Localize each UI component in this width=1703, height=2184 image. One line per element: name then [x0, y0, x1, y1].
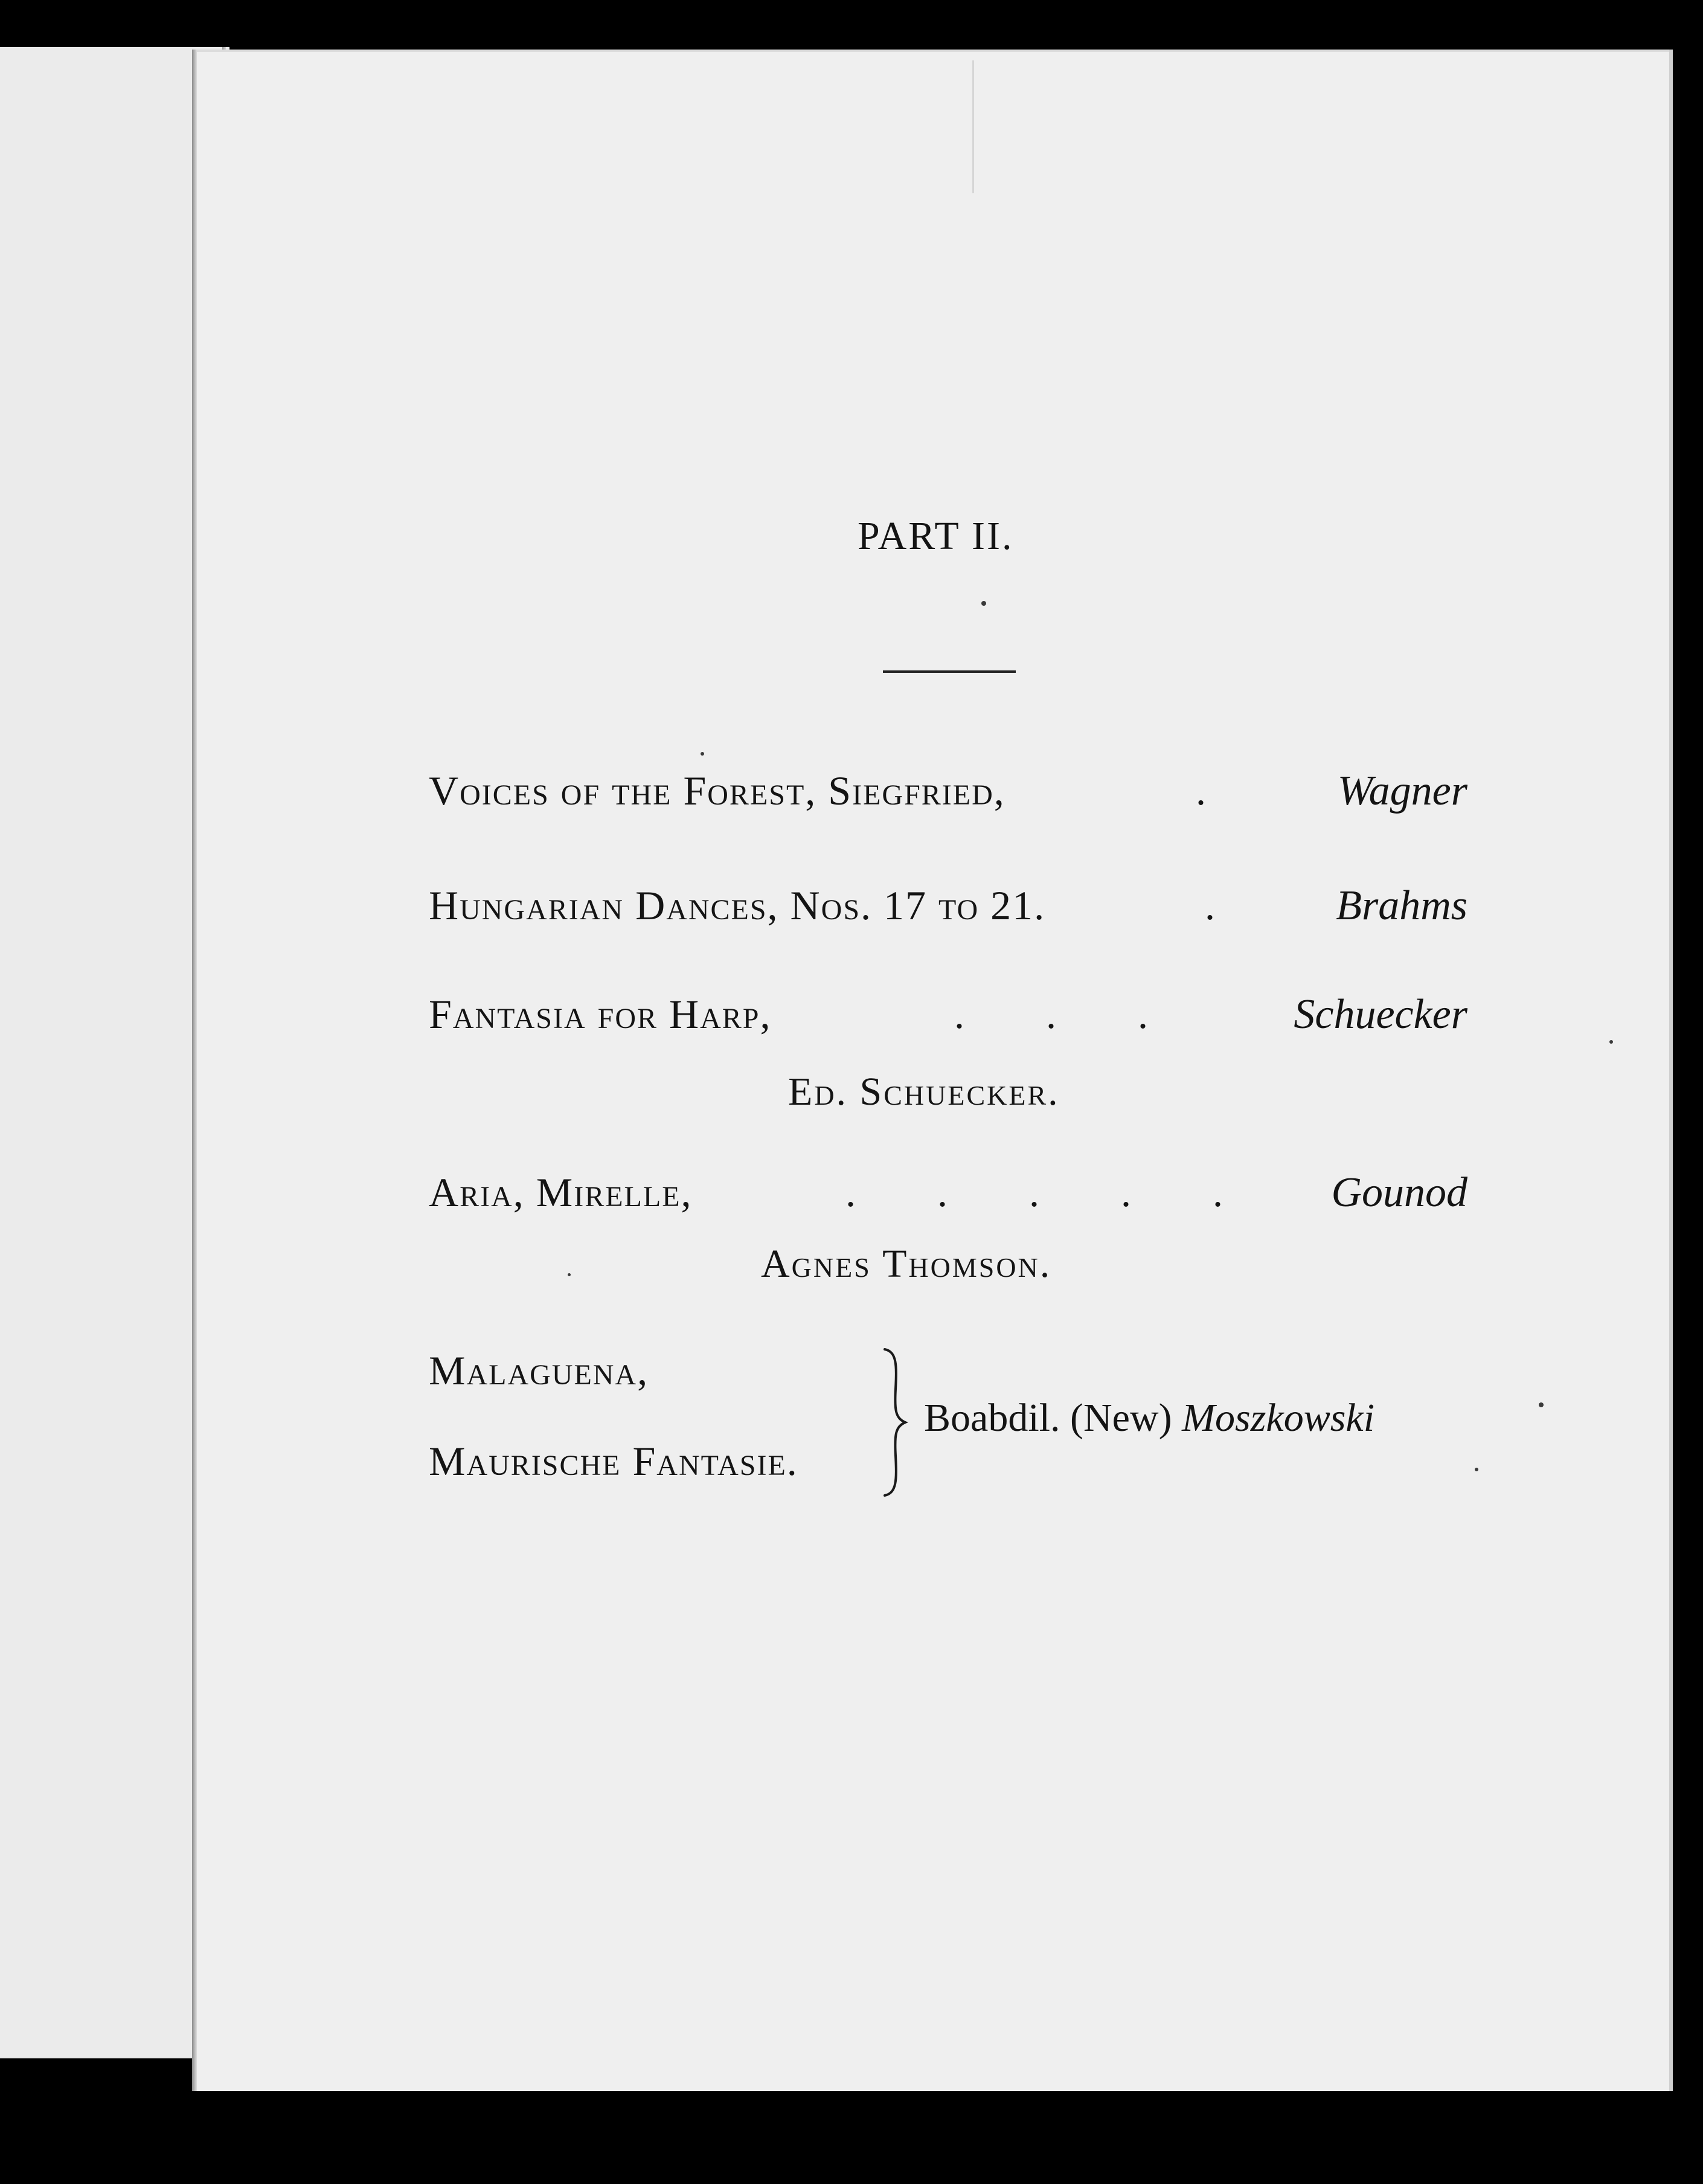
program-item: [429, 1169, 1467, 1235]
program-item: [429, 1347, 852, 1413]
item-composer: Wagner: [1337, 768, 1467, 814]
leader-dots: . . .: [954, 991, 1149, 1037]
program-item: [429, 1437, 888, 1504]
item-title: Fantasia for Harp,: [429, 991, 772, 1037]
item-title: Malaguena,: [429, 1347, 649, 1393]
item-title: Voices of the Forest, Siegfried,: [429, 768, 1005, 814]
ink-speck: [1475, 1468, 1478, 1471]
grouped-work: [924, 1395, 1374, 1441]
ink-speck: [1609, 1040, 1613, 1044]
part-heading: PART II.: [858, 514, 1014, 558]
leader-dots: . . . . .: [845, 1169, 1224, 1215]
program-item: [429, 767, 1467, 833]
item-title: Hungarian Dances, Nos. 17 to 21.: [429, 882, 1046, 928]
item-composer: Schuecker: [1294, 991, 1467, 1038]
item-title: Maurische Fantasie.: [429, 1438, 798, 1484]
item-performer: Agnes Thomson.: [761, 1242, 1052, 1286]
leader-dots: .: [1196, 768, 1207, 814]
ink-speck: [1539, 1402, 1544, 1407]
leader-dots: .: [1205, 882, 1216, 928]
item-title: Aria, Mirelle,: [429, 1169, 693, 1215]
ink-speck: [568, 1273, 571, 1276]
item-composer: Gounod: [1331, 1169, 1467, 1216]
heading-rule: [883, 670, 1016, 673]
item-composer: Moszkowski: [1182, 1396, 1375, 1440]
item-composer: Brahms: [1336, 882, 1467, 929]
ink-speck: [981, 601, 986, 606]
program-item: [429, 991, 1467, 1057]
item-performer: Ed. Schuecker.: [788, 1070, 1060, 1114]
work-title: Boabdil. (New): [924, 1396, 1172, 1440]
curly-brace-icon: [879, 1347, 909, 1498]
program-item: [429, 882, 1467, 948]
ink-speck: [701, 752, 704, 756]
